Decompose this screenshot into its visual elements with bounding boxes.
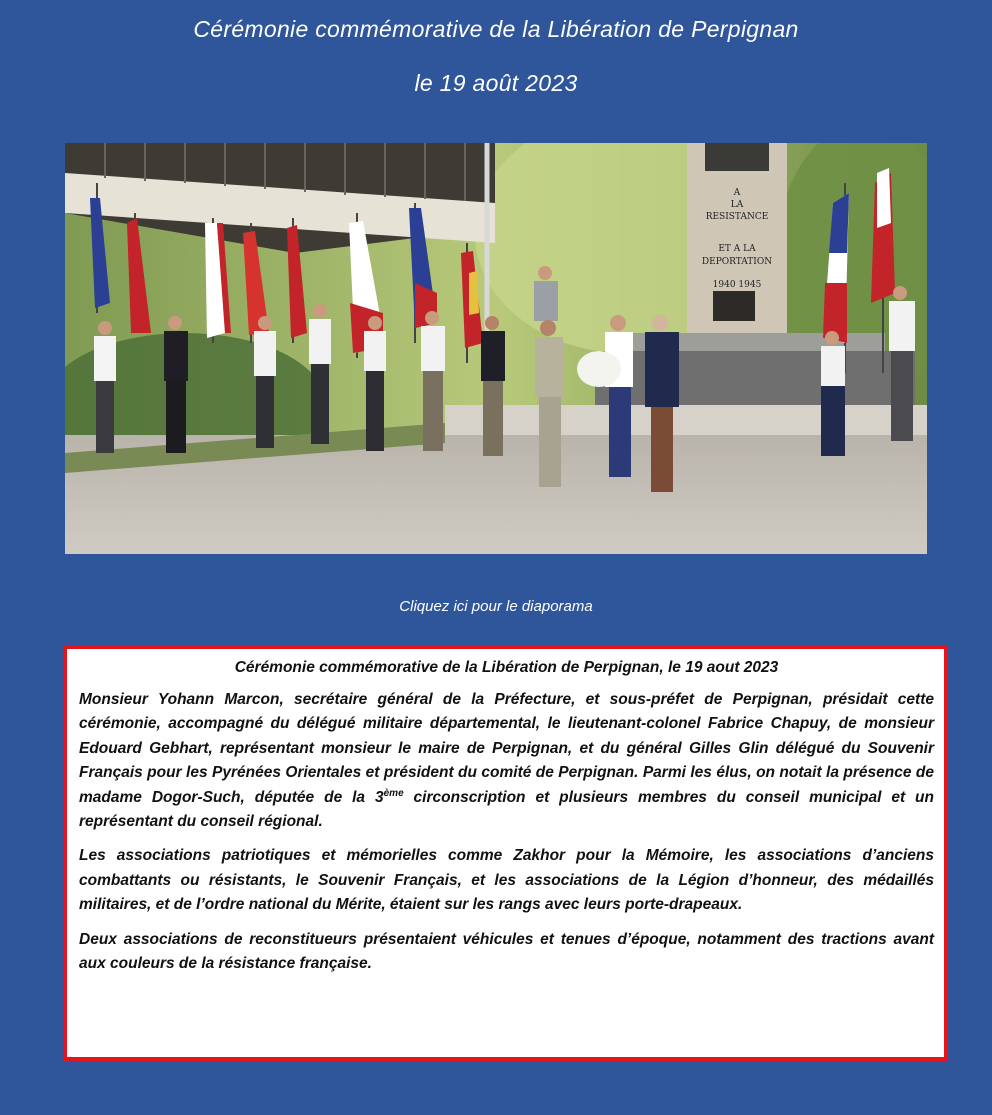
article-box <box>63 645 948 1061</box>
monument-line-6: 1940 1945 <box>712 280 762 290</box>
monument-line-4: ET A LA <box>718 244 756 254</box>
monument-line-1: A <box>733 188 741 198</box>
ceremony-photo[interactable] <box>65 143 927 554</box>
page-date: le 19 août 2023 <box>414 70 578 96</box>
article-paragraph-1-end: circonscription et plusieurs membres du conseil municipal et un représentant du conseil régional. <box>79 788 934 831</box>
article-paragraph-1-text: Monsieur Yohann Marcon, secrétaire général de la Préfecture, et sous-préfet de Perpignan, présidait cette cérémonie, accompagné du délégué militaire départemental, le lieutenant-colonel Fabrice Chapuy, de monsieur Edouard Gebhart, représentant monsieur le maire de Perpignan, et du général Gilles Glin délégué du Souvenir Français pour les Pyrénées Orientales et président du comité de Perpignan. Parmi les élus, on notait la présence de madame Dogor-Such, députée de la 3 <box>79 691 934 806</box>
article-paragraph-3: Deux associations de reconstitueurs présentaient véhicules et tenues d’époque, notamment des tractions avant aux couleurs de la résistance française. <box>79 930 934 973</box>
ceremony-photo-illustration <box>65 143 927 554</box>
slideshow-link[interactable]: Cliquez ici pour le diaporama <box>399 598 593 615</box>
monument-line-3: RESISTANCE <box>705 212 769 222</box>
article-paragraph-2: Les associations patriotiques et mémorielles comme Zakhor pour la Mémoire, les associations d’anciens combattants ou résistants, le Souvenir Français, et les associations de la Légion d’honneur, des médaillés militaires, et de l’ordre national du Mérite, étaient sur les rangs avec leurs porte-drapeaux. <box>79 847 934 914</box>
page-title: Cérémonie commémorative de la Libération de Perpignan <box>193 16 799 42</box>
monument-line-5: DEPORTATION <box>701 257 773 267</box>
ordinal-superscript: ème <box>383 787 404 799</box>
monument-line-2: LA <box>730 200 744 210</box>
article-title: Cérémonie commémorative de la Libération de Perpignan, le 19 aout 2023 <box>234 659 779 676</box>
article-paragraph-1 <box>79 688 934 834</box>
